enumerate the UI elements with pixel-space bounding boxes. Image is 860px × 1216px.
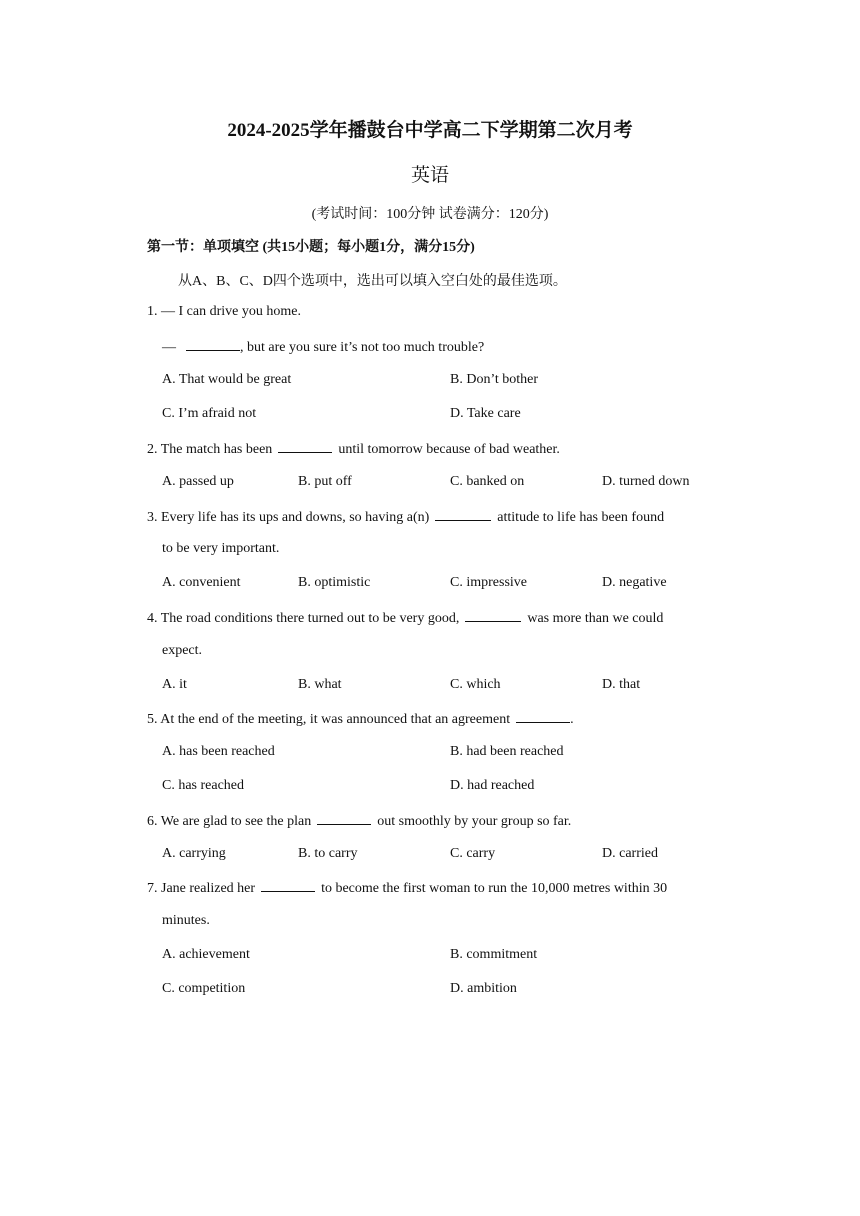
question-7-prefix: 7. Jane realized her	[147, 881, 256, 896]
option-b[interactable]: B. to carry	[298, 846, 358, 861]
option-b[interactable]: B. put off	[298, 474, 352, 489]
question-4-continuation: expect.	[162, 643, 203, 658]
option-a[interactable]: A. That would be great	[162, 372, 292, 387]
question-4-stem	[147, 609, 663, 627]
option-d[interactable]: D. had reached	[450, 778, 535, 793]
answer-blank[interactable]	[261, 879, 315, 892]
option-c[interactable]: C. competition	[162, 981, 246, 996]
answer-blank[interactable]	[435, 508, 491, 521]
answer-blank[interactable]	[516, 710, 570, 723]
option-c[interactable]: C. carry	[450, 846, 496, 861]
question-6-suffix: out smoothly by your group so far.	[377, 814, 572, 829]
option-a[interactable]: A. it	[162, 677, 187, 692]
option-b[interactable]: B. what	[298, 677, 342, 692]
question-3-prefix: 3. Every life has its ups and downs, so having a(n)	[147, 510, 430, 525]
option-b[interactable]: B. Don’t bother	[450, 372, 539, 387]
question-6-prefix: 6. We are glad to see the plan	[147, 814, 312, 829]
question-7-suffix: to become the first woman to run the 10,000 metres within 30	[321, 881, 668, 896]
answer-blank[interactable]	[186, 338, 240, 351]
option-b[interactable]: B. commitment	[450, 947, 538, 962]
answer-blank[interactable]	[317, 812, 371, 825]
question-2-stem	[147, 440, 560, 458]
question-3-continuation: to be very important.	[162, 541, 280, 556]
exam-title: 2024-2025学年播鼓台中学高二下学期第二次月考	[227, 120, 633, 141]
answer-blank[interactable]	[278, 440, 332, 453]
option-a[interactable]: A. carrying	[162, 846, 226, 861]
option-d[interactable]: D. Take care	[450, 406, 521, 421]
question-1-reply-text: , but are you sure it’s not too much trouble?	[240, 340, 485, 355]
section-heading: 第一节：单项填空 (共15小题；每小题1分，满分15分)	[147, 240, 475, 255]
option-b[interactable]: B. optimistic	[298, 575, 371, 590]
question-5-suffix: .	[570, 712, 574, 727]
section-instruction: 从A、B、C、D四个选项中，选出可以填入空白处的最佳选项。	[178, 274, 567, 289]
option-d[interactable]: D. negative	[602, 575, 667, 590]
question-5-prefix: 5. At the end of the meeting, it was announced that an agreement	[147, 712, 511, 727]
option-a[interactable]: A. has been reached	[162, 744, 275, 759]
question-4-prefix: 4. The road conditions there turned out to be very good,	[147, 611, 460, 626]
question-2-suffix: until tomorrow because of bad weather.	[338, 442, 560, 457]
question-4-suffix: was more than we could	[527, 611, 664, 626]
option-d[interactable]: D. ambition	[450, 981, 517, 996]
option-a[interactable]: A. convenient	[162, 575, 241, 590]
question-6-stem	[147, 812, 571, 830]
question-7-continuation: minutes.	[162, 913, 210, 928]
option-d[interactable]: D. carried	[602, 846, 658, 861]
option-b[interactable]: B. had been reached	[450, 744, 564, 759]
option-c[interactable]: C. I’m afraid not	[162, 406, 257, 421]
question-1-stem: 1. — I can drive you home.	[147, 304, 301, 319]
option-d[interactable]: D. that	[602, 677, 641, 692]
dash: —	[162, 340, 176, 355]
option-a[interactable]: A. passed up	[162, 474, 234, 489]
question-5-stem	[147, 710, 574, 728]
question-7-stem	[147, 879, 667, 897]
option-d[interactable]: D. turned down	[602, 474, 690, 489]
option-c[interactable]: C. impressive	[450, 575, 527, 590]
option-c[interactable]: C. which	[450, 677, 501, 692]
question-1-reply	[162, 338, 484, 356]
question-3-stem	[147, 508, 664, 526]
option-c[interactable]: C. banked on	[450, 474, 525, 489]
subject-heading: 英语	[410, 165, 449, 186]
answer-blank[interactable]	[465, 609, 521, 622]
question-3-suffix: attitude to life has been found	[497, 510, 665, 525]
option-c[interactable]: C. has reached	[162, 778, 245, 793]
option-a[interactable]: A. achievement	[162, 947, 250, 962]
exam-info: (考试时间：100分钟 试卷满分：120分)	[311, 207, 549, 222]
question-2-prefix: 2. The match has been	[147, 442, 273, 457]
